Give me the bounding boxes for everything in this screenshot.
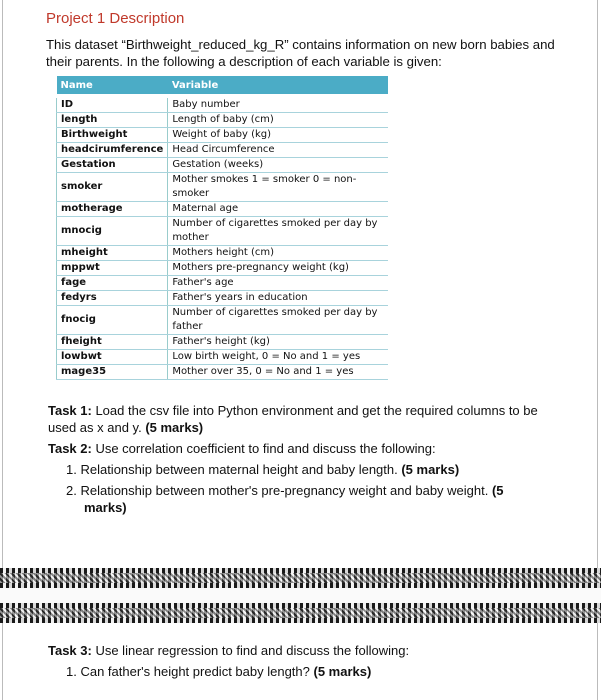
task-2-item-2 <box>48 482 548 516</box>
table-row <box>57 113 389 128</box>
table-row <box>57 173 389 202</box>
task-1-label: Task 1: <box>48 403 92 418</box>
variable-description-cell: Number of cigarettes smoked per day by mother <box>168 217 388 246</box>
task-1 <box>48 402 548 436</box>
variable-name-cell: fage <box>57 276 168 291</box>
table-row <box>57 158 389 173</box>
decorative-divider-bottom <box>0 603 601 623</box>
item-marks: (5 marks) <box>313 664 372 679</box>
item-marks: (5 marks) <box>401 462 460 477</box>
item-number: 1. <box>66 664 77 679</box>
table-row <box>57 365 389 380</box>
task-3-label: Task 3: <box>48 643 92 658</box>
variable-name-cell: mage35 <box>57 365 168 380</box>
intro-paragraph: This dataset “Birthweight_reduced_kg_R” contains information on new born babies and their parents. In the following a description of each variable is given: <box>46 37 555 69</box>
item-number: 1. <box>66 462 77 477</box>
variable-name-cell: mppwt <box>57 261 168 276</box>
variable-name-cell: fnocig <box>57 306 168 335</box>
variable-description-cell: Low birth weight, 0 = No and 1 = yes <box>168 350 388 365</box>
table-header-row <box>57 76 389 96</box>
item-number: 2. <box>66 483 77 498</box>
variable-name-cell: Birthweight <box>57 128 168 143</box>
variable-name-cell: motherage <box>57 202 168 217</box>
variable-description-cell: Weight of baby (kg) <box>168 128 388 143</box>
variable-description-cell: Mother smokes 1 = smoker 0 = non-smoker <box>168 173 388 202</box>
variable-name-cell: length <box>57 113 168 128</box>
task-3-item-1 <box>48 663 548 680</box>
variable-description-cell: Length of baby (cm) <box>168 113 388 128</box>
page-title: Project 1 Description <box>46 10 185 27</box>
table-row <box>57 276 389 291</box>
variable-description-cell: Father's height (kg) <box>168 335 388 350</box>
table-row <box>57 291 389 306</box>
variable-name-cell: Gestation <box>57 158 168 173</box>
variable-description-cell: Maternal age <box>168 202 388 217</box>
variable-name-cell: fedyrs <box>57 291 168 306</box>
task-1-marks: (5 marks) <box>145 420 204 435</box>
item-marks: (5 marks) <box>84 483 504 515</box>
task-3 <box>48 642 548 680</box>
decorative-divider-top <box>0 568 601 588</box>
task-2-item-1 <box>48 461 548 478</box>
header-variable: Variable <box>168 76 388 96</box>
item-text: Relationship between maternal height and baby length. <box>76 462 402 477</box>
table-row <box>57 202 389 217</box>
header-name: Name <box>57 76 168 96</box>
variable-name-cell: fheight <box>57 335 168 350</box>
variable-description-cell: Baby number <box>168 96 388 113</box>
table-row <box>57 335 389 350</box>
task-2 <box>48 440 548 516</box>
variable-name-cell: ID <box>57 96 168 113</box>
task-3-text: Use linear regression to find and discuss the following: <box>91 643 410 658</box>
table-row <box>57 350 389 365</box>
table-row <box>57 261 389 276</box>
task-2-label: Task 2: <box>48 441 92 456</box>
table-row <box>57 217 389 246</box>
variable-name-cell: smoker <box>57 173 168 202</box>
table-body <box>57 96 389 380</box>
variable-description-cell: Number of cigarettes smoked per day by father <box>168 306 388 335</box>
variable-name-cell: lowbwt <box>57 350 168 365</box>
task-2-text: Use correlation coefficient to find and discuss the following: <box>91 441 436 456</box>
variable-description-cell: Head Circumference <box>168 143 388 158</box>
table-row <box>57 96 389 113</box>
variable-name-cell: mheight <box>57 246 168 261</box>
variable-name-cell: mnocig <box>57 217 168 246</box>
variable-description-cell: Mother over 35, 0 = No and 1 = yes <box>168 365 388 380</box>
variable-description-cell: Mothers height (cm) <box>168 246 388 261</box>
variable-description-cell: Father's age <box>168 276 388 291</box>
variable-description-cell: Mothers pre-pregnancy weight (kg) <box>168 261 388 276</box>
table-row <box>57 246 389 261</box>
item-text: Can father's height predict baby length? <box>76 664 314 679</box>
variable-description-cell: Father's years in education <box>168 291 388 306</box>
table-row <box>57 306 389 335</box>
variable-name-cell: headcirumference <box>57 143 168 158</box>
variable-description-cell: Gestation (weeks) <box>168 158 388 173</box>
variable-table <box>56 76 388 380</box>
item-text: Relationship between mother's pre-pregnancy weight and baby weight. <box>76 483 492 498</box>
table-row <box>57 128 389 143</box>
table-row <box>57 143 389 158</box>
task-1-text: Load the csv file into Python environment and get the required columns to be used as x and y. <box>48 403 538 435</box>
